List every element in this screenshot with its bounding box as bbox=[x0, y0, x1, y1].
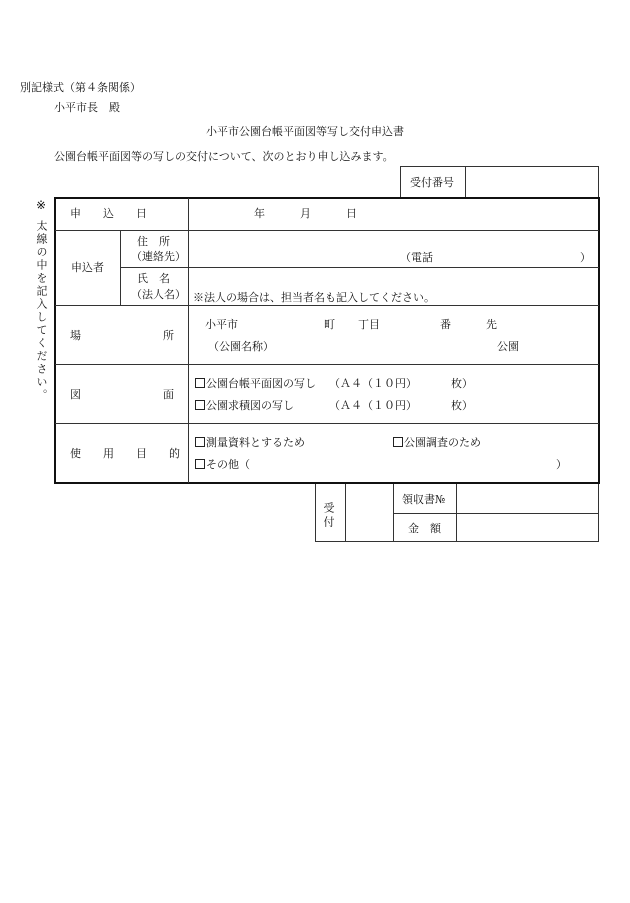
reception-number-label: 受付番号 bbox=[410, 176, 454, 189]
purpose-option-3[interactable] bbox=[195, 459, 250, 470]
drawing-option-1-label: 公園台帳平面図の写し bbox=[206, 377, 316, 390]
date-day-label: 日 bbox=[346, 207, 357, 220]
purpose-option-1-label: 測量資料とするため bbox=[206, 436, 305, 449]
page-title: 小平市公園台帳平面図等写し交付申込書 bbox=[206, 125, 404, 138]
checkbox-icon[interactable] bbox=[195, 378, 205, 388]
date-year-label: 年 bbox=[254, 207, 265, 220]
purpose-option-2[interactable] bbox=[393, 437, 481, 448]
drawing-label-left: 図 bbox=[70, 388, 81, 401]
location-chome: 丁目 bbox=[358, 318, 380, 331]
address-field[interactable] bbox=[190, 232, 598, 266]
date-label: 申 込 日 bbox=[70, 207, 147, 220]
phone-close: ） bbox=[580, 251, 591, 264]
form-reference: 別記様式（第４条関係） bbox=[20, 81, 141, 94]
name-label-sub: （法人名） bbox=[131, 288, 186, 301]
drawing-option-2[interactable] bbox=[195, 400, 294, 411]
name-label: 氏 名 bbox=[137, 272, 170, 285]
checkbox-icon[interactable] bbox=[195, 400, 205, 410]
drawing-option-2-label: 公園求積図の写し bbox=[206, 399, 294, 412]
date-month-label: 月 bbox=[300, 207, 311, 220]
phone-label: （電話 bbox=[400, 251, 433, 264]
receipt-number-value[interactable] bbox=[462, 494, 592, 508]
date-field[interactable] bbox=[190, 200, 598, 228]
purpose-option-3-label: その他（ bbox=[206, 458, 250, 471]
address-label: 住 所 bbox=[137, 235, 170, 248]
note-mark: ※ bbox=[36, 198, 47, 212]
drawing-option-1-spec: （Ａ４（１０円） bbox=[329, 377, 417, 390]
location-label-right: 所 bbox=[163, 329, 174, 342]
amount-value[interactable] bbox=[462, 523, 592, 537]
addressee: 小平市長 殿 bbox=[54, 101, 120, 114]
drawing-option-1[interactable] bbox=[195, 378, 316, 389]
drawing-option-2-unit: 枚） bbox=[451, 399, 473, 412]
location-ban: 番 bbox=[440, 318, 451, 331]
location-label-left: 場 bbox=[70, 329, 81, 342]
drawing-option-1-unit: 枚） bbox=[451, 377, 473, 390]
purpose-option-2-label: 公園調査のため bbox=[404, 436, 481, 449]
receipt-number-label: 領収書№ bbox=[402, 493, 446, 506]
purpose-label: 使 用 目 的 bbox=[70, 447, 180, 460]
checkbox-icon[interactable] bbox=[393, 437, 403, 447]
location-city: 小平市 bbox=[205, 318, 238, 331]
address-label-sub: （連絡先） bbox=[131, 250, 186, 263]
checkbox-icon[interactable] bbox=[195, 437, 205, 447]
amount-label: 金 額 bbox=[408, 522, 441, 535]
park-suffix: 公園 bbox=[497, 340, 519, 353]
name-field[interactable] bbox=[190, 269, 598, 291]
applicant-label: 申込者 bbox=[71, 261, 104, 274]
side-instruction: 太線の中を記入してください。 bbox=[35, 220, 48, 402]
reception-number-value[interactable] bbox=[472, 177, 592, 191]
location-town: 町 bbox=[324, 318, 335, 331]
location-field[interactable] bbox=[250, 312, 490, 356]
intro-text: 公園台帳平面図等の写しの交付について、次のとおり申し込みます。 bbox=[54, 150, 394, 163]
drawing-option-2-spec: （Ａ４（１０円） bbox=[329, 399, 417, 412]
park-name-label: （公園名称） bbox=[208, 340, 274, 353]
checkbox-icon[interactable] bbox=[195, 459, 205, 469]
purpose-option-3-close: ） bbox=[556, 458, 567, 471]
uketsuke-label: 受付 bbox=[322, 502, 335, 530]
drawing-label-right: 面 bbox=[163, 388, 174, 401]
location-saki: 先 bbox=[486, 318, 497, 331]
name-note: ※法人の場合は、担当者名も記入してください。 bbox=[193, 291, 435, 304]
purpose-option-1[interactable] bbox=[195, 437, 305, 448]
